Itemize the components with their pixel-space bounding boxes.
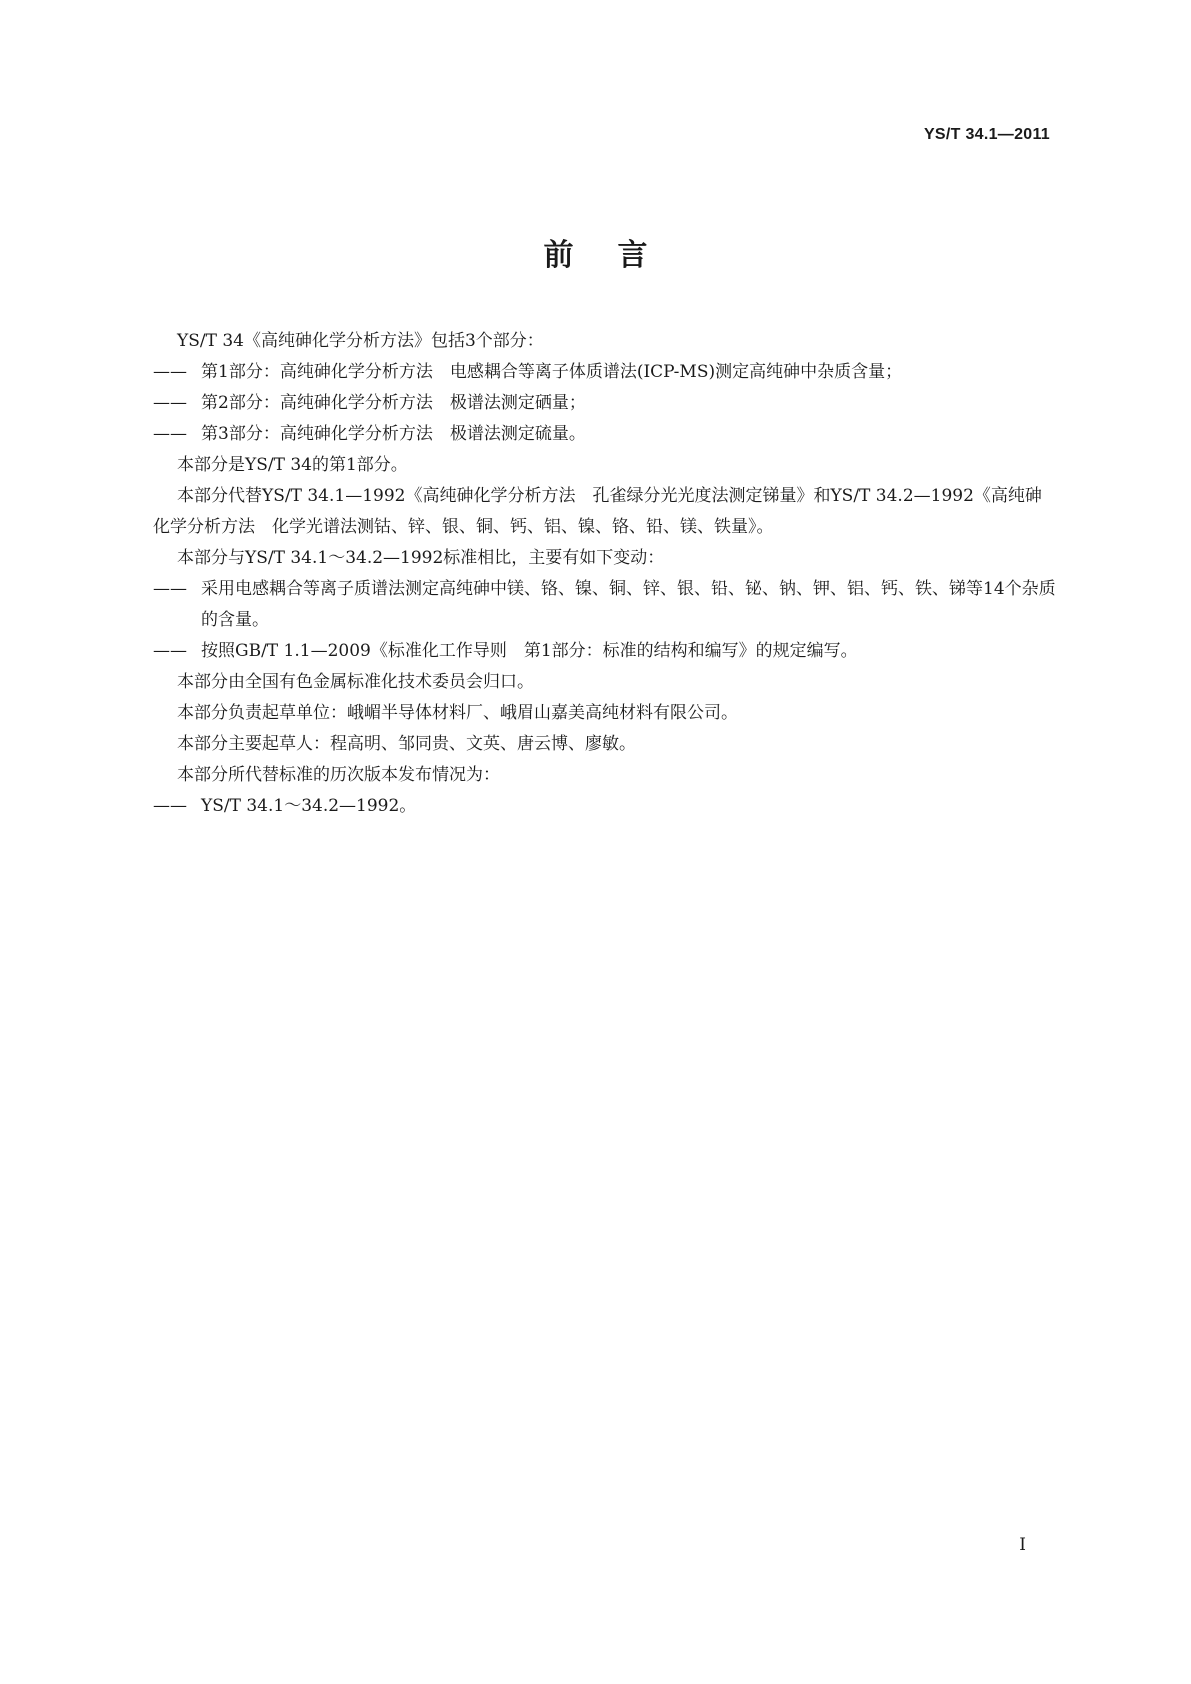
paragraph-history-intro (153, 760, 1057, 791)
paragraph-text: YS/T 34《高纯砷化学分析方法》包括3个部分： (177, 331, 544, 351)
dash-mark: —— (153, 362, 187, 382)
paragraph-drafters (153, 729, 1057, 760)
paragraph-text: 本部分代替YS/T 34.1—1992《高纯砷化学分析方法 孔雀绿分光光度法测定锑量》和YS/T 34.2—1992《高纯砷化学分析方法 化学光谱法测钴、锌、银、铜、钙、铝、镍、铬、铅、镁、铁量》。 (153, 486, 1042, 537)
list-item-text: 采用电感耦合等离子质谱法测定高纯砷中镁、铬、镍、铜、锌、银、铅、铋、钠、钾、铝、钙、铁、锑等14个杂质的含量。 (201, 579, 1056, 630)
paragraph-text: 本部分是YS/T 34的第1部分。 (177, 455, 408, 475)
paragraph-text: 本部分主要起草人：程高明、邹同贵、文英、唐云博、廖敏。 (177, 734, 636, 754)
standard-code: YS/T 34.1—2011 (923, 126, 1050, 143)
paragraph-committee (153, 667, 1057, 698)
dash-mark: —— (153, 796, 187, 816)
paragraph-parts-intro (153, 326, 1057, 357)
list-item-history (153, 791, 1057, 822)
list-item-text: 第1部分：高纯砷化学分析方法 电感耦合等离子体质谱法(ICP-MS)测定高纯砷中杂质含量； (201, 362, 903, 382)
list-item-change-1 (153, 574, 1057, 636)
dash-mark: —— (153, 579, 187, 599)
list-item-text: 第3部分：高纯砷化学分析方法 极谱法测定硫量。 (201, 424, 586, 444)
page-number: I (1019, 1535, 1026, 1555)
paragraph-text: 本部分与YS/T 34.1～34.2—1992标准相比，主要有如下变动： (177, 548, 665, 568)
paragraph-changes-intro (153, 543, 1057, 574)
paragraph-drafting-units (153, 698, 1057, 729)
paragraph-text: 本部分所代替标准的历次版本发布情况为： (177, 765, 500, 785)
list-item-part-1 (153, 357, 1057, 388)
list-item-text: YS/T 34.1～34.2—1992。 (201, 796, 417, 816)
list-item-part-3 (153, 419, 1057, 450)
paragraph-text: 本部分由全国有色金属标准化技术委员会归口。 (177, 672, 534, 692)
paragraph-part-statement (153, 450, 1057, 481)
list-item-text: 第2部分：高纯砷化学分析方法 极谱法测定硒量； (201, 393, 586, 413)
list-item-change-2 (153, 636, 1057, 667)
list-item-text: 按照GB/T 1.1—2009《标准化工作导则 第1部分：标准的结构和编写》的规定编写。 (201, 641, 858, 661)
dash-mark: —— (153, 424, 187, 444)
list-item-part-2 (153, 388, 1057, 419)
dash-mark: —— (153, 641, 187, 661)
paragraph-text: 本部分负责起草单位：峨嵋半导体材料厂、峨眉山嘉美高纯材料有限公司。 (177, 703, 738, 723)
dash-mark: —— (153, 393, 187, 413)
page-title: 前言 (543, 238, 692, 273)
foreword-body (153, 326, 1057, 822)
paragraph-replaces (153, 481, 1057, 543)
